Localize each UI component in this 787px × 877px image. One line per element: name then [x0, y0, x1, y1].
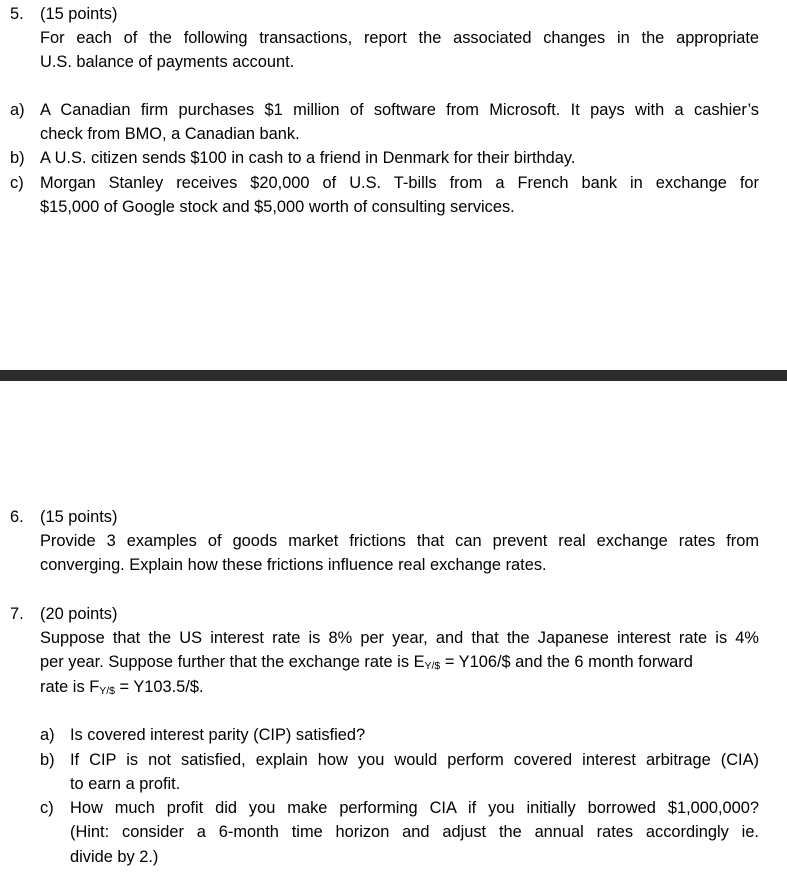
q7-header — [10, 602, 770, 626]
q6-prompt-line2: converging. Explain how these frictions influence real exchange rates. — [40, 556, 547, 574]
q7-item-a-label: a) — [40, 726, 55, 744]
q7-spot-rate-subscript: Y/$ — [424, 660, 441, 672]
q7-prompt-line1: Suppose that the US interest rate is 8% per year, and that the Japanese interest rate is 4% — [40, 629, 759, 647]
q7-prompt-line2 — [40, 650, 759, 674]
q7-prompt-line3-start: rate is F — [40, 678, 100, 696]
q7-prompt-line3-end: = Y103.5/$. — [114, 678, 204, 696]
q7-forward-rate-subscript: Y/$ — [99, 685, 115, 697]
q7-item-b-line2: to earn a profit. — [70, 775, 181, 793]
q5-header — [10, 2, 770, 26]
q7-prompt-line2-start: per year. Suppose further that the exchange rate is E — [40, 653, 425, 671]
q5-prompt-line1: For each of the following transactions, report the associated changes in the appropriate — [40, 29, 759, 47]
q5-item-a-line1: A Canadian firm purchases $1 million of software from Microsoft. It pays with a cashier’s — [40, 101, 759, 119]
q5-item-a-label: a) — [10, 101, 25, 119]
q7-prompt-line2-end: = Y106/$ and the 6 month forward — [440, 653, 693, 671]
q7-item-b-label: b) — [40, 751, 55, 769]
q7-item-a-line1: Is covered interest parity (CIP) satisfied? — [70, 726, 366, 744]
q5-item-a-line2: check from BMO, a Canadian bank. — [40, 125, 300, 143]
q7-item-c-line1: How much profit did you make performing CIA if you initially borrowed $1,000,000? — [70, 799, 759, 817]
q5-item-c-label: c) — [10, 174, 24, 192]
q5-prompt-line2: U.S. balance of payments account. — [40, 53, 295, 71]
q7-item-b-line1: If CIP is not satisfied, explain how you would perform covered interest arbitrage (CIA) — [70, 751, 759, 769]
section-divider — [0, 370, 787, 381]
q5-item-c-line2: $15,000 of Google stock and $5,000 worth of consulting services. — [40, 198, 515, 216]
q7-prompt-line3 — [40, 675, 204, 699]
q5-item-b-line1: A U.S. citizen sends $100 in cash to a friend in Denmark for their birthday. — [40, 149, 576, 167]
q7-item-c-line3: divide by 2.) — [70, 848, 159, 866]
q5-item-b-label: b) — [10, 149, 25, 167]
q5-item-c-line1: Morgan Stanley receives $20,000 of U.S. T-bills from a French bank in exchange for — [40, 174, 759, 192]
q6-prompt-line1: Provide 3 examples of goods market frictions that can prevent real exchange rates from — [40, 532, 759, 550]
q6-number: 6. — [10, 508, 24, 526]
q6-header — [10, 505, 770, 529]
q5-points: (15 points) — [40, 5, 118, 23]
q6-points: (15 points) — [40, 508, 118, 526]
q5-number: 5. — [10, 5, 24, 23]
q7-number: 7. — [10, 605, 24, 623]
q7-item-c-line2: (Hint: consider a 6-month time horizon and adjust the annual rates accordingly ie. — [70, 823, 759, 841]
q7-points: (20 points) — [40, 605, 118, 623]
q7-item-c-label: c) — [40, 799, 54, 817]
